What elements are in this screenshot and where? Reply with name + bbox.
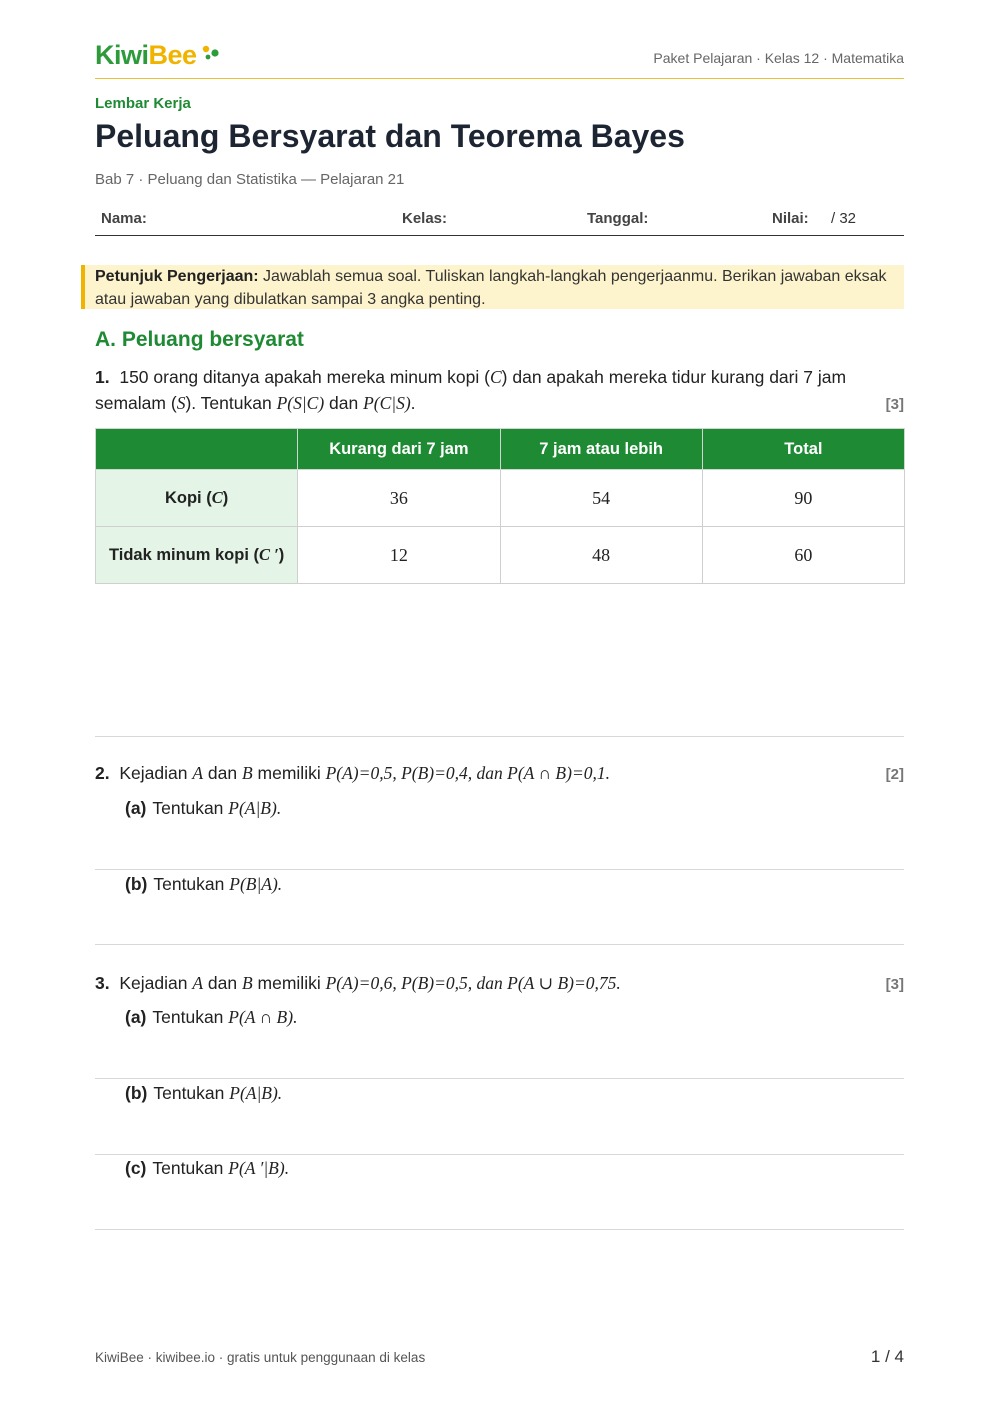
table-row bbox=[96, 470, 905, 527]
section-heading: A. Peluang bersyarat bbox=[95, 328, 304, 351]
question-2a: (a) Tentukan P(A|B). bbox=[125, 798, 282, 818]
table-header-cell: Total bbox=[702, 429, 904, 470]
row-header: Tidak minum kopi (C ′) bbox=[96, 527, 298, 584]
footer-text: KiwiBee · kiwibee.io · gratis untuk penggunaan di kelas bbox=[95, 1350, 426, 1365]
question-3c: (c) Tentukan P(A ′|B). bbox=[125, 1158, 290, 1178]
score-total: / 32 bbox=[831, 210, 857, 227]
question-3-marks: [3] bbox=[885, 976, 904, 993]
answer-line bbox=[95, 1078, 904, 1079]
table-header-cell: Kurang dari 7 jam bbox=[298, 429, 500, 470]
question-2-marks: [2] bbox=[885, 766, 904, 783]
table-row bbox=[96, 527, 905, 584]
question-3: 3. Kejadian A dan B memiliki P(A)=0,6, P(B)=0,5, dan P(A ∪ B)=0,75. bbox=[95, 973, 621, 993]
date-label: Tanggal: bbox=[587, 210, 649, 227]
score-label: Nilai: bbox=[772, 210, 809, 227]
doc-eyebrow: Lembar Kerja bbox=[95, 95, 191, 112]
question-2: 2. Kejadian A dan B memiliki P(A)=0,5, P(B)=0,4, dan P(A ∩ B)=0,1. bbox=[95, 763, 611, 783]
table-cell: 12 bbox=[298, 527, 500, 584]
instructions-label: Petunjuk Pengerjaan: bbox=[95, 268, 259, 285]
table-header-row bbox=[96, 429, 905, 470]
table-header-cell: 7 jam atau lebih bbox=[500, 429, 702, 470]
student-info-bar bbox=[95, 205, 904, 236]
page-header bbox=[95, 38, 904, 79]
answer-line bbox=[95, 944, 904, 945]
question-1-marks: [3] bbox=[885, 396, 904, 413]
table-header-blank bbox=[96, 429, 298, 470]
table-cell: 48 bbox=[500, 527, 702, 584]
answer-line bbox=[95, 869, 904, 870]
bee-dots-icon bbox=[201, 44, 221, 60]
table-cell: 54 bbox=[500, 470, 702, 527]
answer-line bbox=[95, 736, 904, 737]
kiwibee-logo: KiwiBee bbox=[95, 40, 197, 70]
page-title: Peluang Bersyarat dan Teorema Bayes bbox=[95, 118, 685, 154]
page-number: 1 / 4 bbox=[870, 1347, 904, 1366]
breadcrumb: Paket Pelajaran · Kelas 12 · Matematika bbox=[653, 50, 904, 66]
contingency-table bbox=[95, 428, 905, 584]
question-3a: (a) Tentukan P(A ∩ B). bbox=[125, 1007, 298, 1027]
page-subtitle: Bab 7 · Peluang dan Statistika — Pelajaran 21 bbox=[95, 171, 405, 188]
table-cell: 60 bbox=[702, 527, 904, 584]
answer-line bbox=[95, 1229, 904, 1230]
row-header: Kopi (C) bbox=[96, 470, 298, 527]
class-label: Kelas: bbox=[402, 210, 448, 227]
question-3b: (b) Tentukan P(A|B). bbox=[125, 1083, 283, 1103]
name-label: Nama: bbox=[101, 210, 147, 227]
table-cell: 36 bbox=[298, 470, 500, 527]
table-cell: 90 bbox=[702, 470, 904, 527]
instructions-text: Jawablah semua soal. Tuliskan langkah-langkah pengerjaanmu. Berikan jawaban eksak atau jawaban yang dibulatkan sampai 3 angka penting. bbox=[95, 268, 887, 308]
answer-line bbox=[95, 1154, 904, 1155]
question-1: 1. 150 orang ditanya apakah mereka minum kopi (C) dan apakah mereka tidur kurang dari 7 jam semalam (S). Tentukan P(S|C) dan P(C|S). bbox=[95, 367, 847, 413]
question-2b: (b) Tentukan P(B|A). bbox=[125, 874, 283, 894]
instructions-box bbox=[81, 265, 904, 309]
